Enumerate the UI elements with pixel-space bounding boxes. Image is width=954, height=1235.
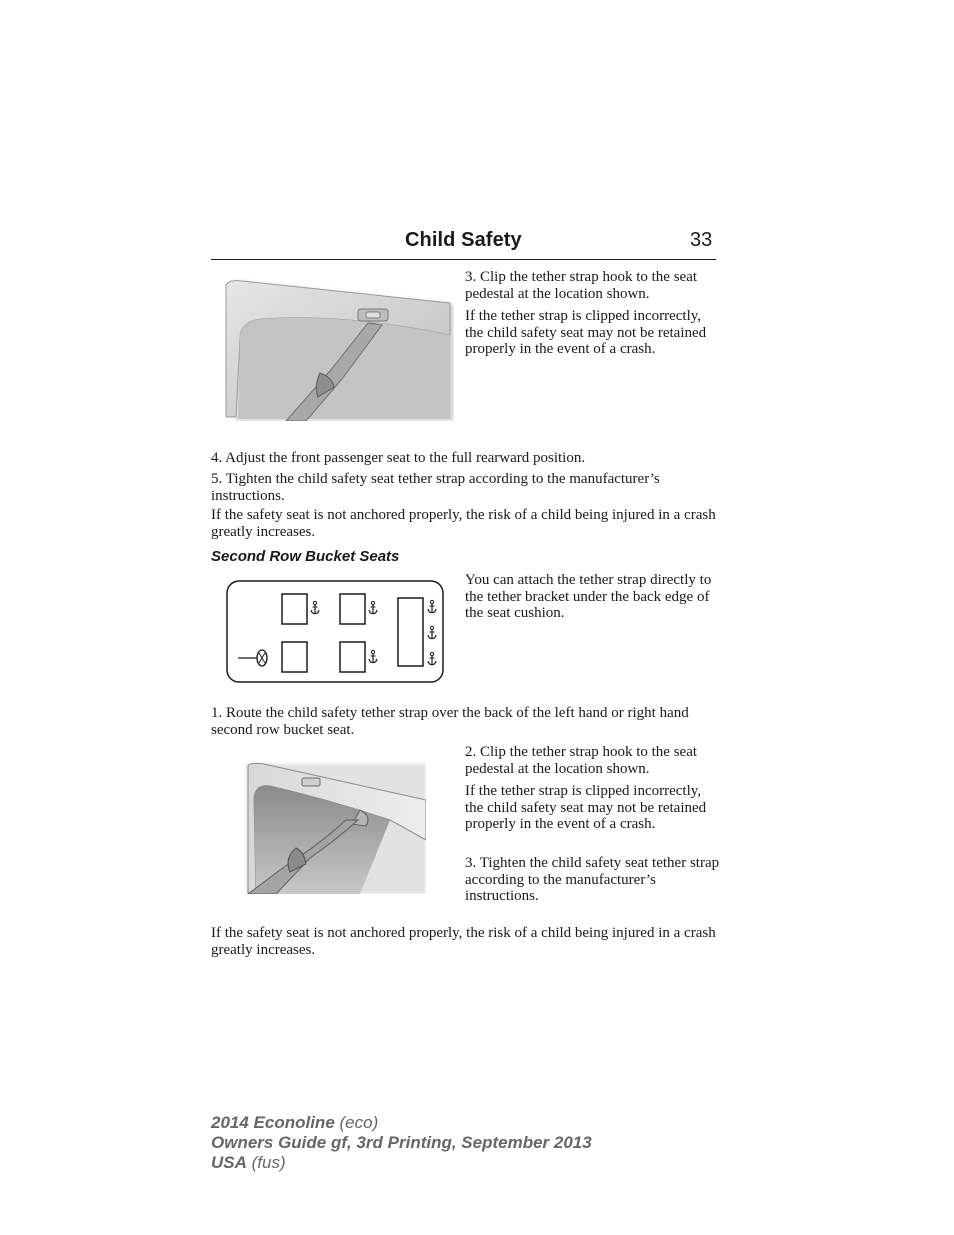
step-1-text: 1. Route the child safety tether strap over the back of the left hand or right hand second row bucket seat. <box>211 705 689 738</box>
section-heading: Second Row Bucket Seats <box>211 548 400 565</box>
footer-line-3: USA (fus) <box>211 1153 286 1172</box>
seat-front-left <box>282 594 307 624</box>
risk-text-2: If the safety seat is not anchored properly, the risk of a child being injured in a crash greatly increases. <box>211 925 716 958</box>
step-3-text-2: 3. Tighten the child safety seat tether strap according to the manufacturer’s instructions. <box>465 855 720 904</box>
footer <box>211 1113 592 1173</box>
warning-text-2: If the tether strap is clipped incorrectly, the child safety seat may not be retained properly in the event of a crash. <box>465 783 707 832</box>
tether-strap-pedestal-illustration-2 <box>240 760 426 894</box>
header-rule <box>211 259 716 260</box>
bench-seat <box>398 598 423 666</box>
warning-text: If the tether strap is clipped incorrectly, the child safety seat may not be retained properly in the event of a crash. <box>465 308 707 357</box>
risk-text: If the safety seat is not anchored properly, the risk of a child being injured in a crash greatly increases. <box>211 507 716 540</box>
footer-line-1: 2014 Econoline (eco) <box>211 1113 379 1132</box>
page-title: Child Safety <box>405 229 522 251</box>
seat-layout-diagram <box>226 580 444 683</box>
tether-strap-pedestal-illustration-1 <box>222 279 454 421</box>
step-3-text: 3. Clip the tether strap hook to the seat pedestal at the location shown. <box>465 269 698 302</box>
seat-second-left <box>282 642 307 672</box>
intro-text: You can attach the tether strap directly to the tether bracket under the back edge of the seat cushion. <box>465 572 712 621</box>
step-4-text: 4. Adjust the front passenger seat to the full rearward position. <box>211 450 586 466</box>
step-5-text: 5. Tighten the child safety seat tether strap according to the manufacturer’s instructions. <box>211 471 660 504</box>
seat-second-right <box>340 642 365 672</box>
seat-front-right <box>340 594 365 624</box>
footer-line-2: Owners Guide gf, 3rd Printing, September 2013 <box>211 1133 592 1152</box>
page-number: 33 <box>690 229 713 251</box>
step-2-text: 2. Clip the tether strap hook to the seat pedestal at the location shown. <box>465 744 698 777</box>
